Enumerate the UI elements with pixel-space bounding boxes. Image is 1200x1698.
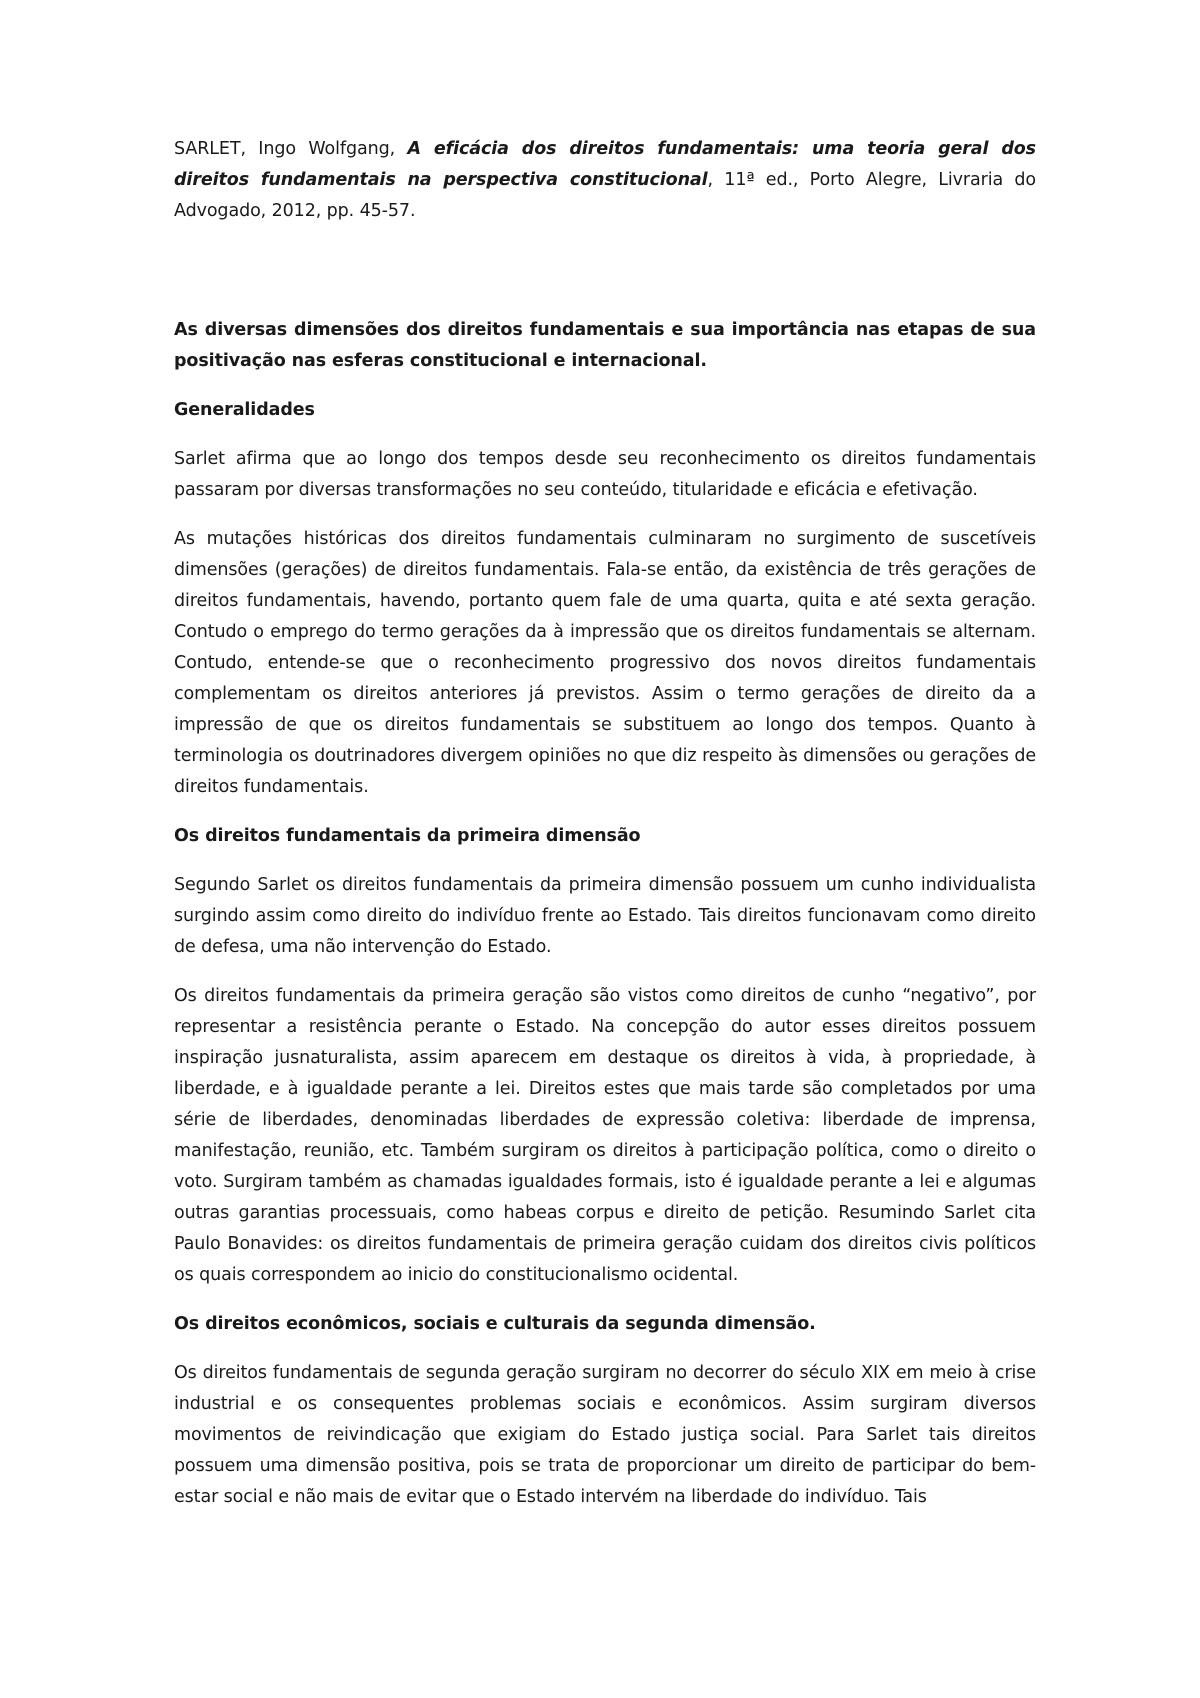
main-title: As diversas dimensões dos direitos fundamentais e sua importância nas etapas de sua positivação nas esferas constitucional e internacional. — [174, 320, 1036, 371]
citation-details: , 11ª ed., Porto Alegre, Livraria do Advogado, 2012, pp. 45-57. — [174, 170, 1036, 221]
paragraph: As mutações históricas dos direitos fundamentais culminaram no surgimento de suscetíveis dimensões (gerações) de direitos fundamentais. Fala-se então, da existência de três gerações de direitos fundamentais, havendo, portanto quem fale de uma quarta, quita e até sexta geração. Contudo o emprego do termo gerações da à impressão que os direitos fundamentais se alternam. Contudo, entende-se que o reconhecimento progressivo dos novos direitos fundamentais complementam os direitos anteriores já previstos. Assim o termo gerações de direito da a impressão de que os direitos fundamentais se substituem ao longo dos tempos. Quanto à terminologia os doutrinadores divergem opiniões no que diz respeito às dimensões ou gerações de direitos fundamentais. — [174, 529, 1036, 797]
section-heading-generalidades: Generalidades — [174, 400, 315, 420]
paragraph: Os direitos fundamentais de segunda geração surgiram no decorrer do século XIX em meio à crise industrial e os consequentes problemas sociais e econômicos. Assim surgiram diversos movimentos de reivindicação que exigiam do Estado justiça social. Para Sarlet tais direitos possuem uma dimensão positiva, pois se trata de proporcionar um direito de participar do bem- estar social e não mais de evitar que o Estado intervém na liberdade do indivíduo. Tais — [174, 1363, 1036, 1507]
paragraph: Segundo Sarlet os direitos fundamentais da primeira dimensão possuem um cunho individualista surgindo assim como direito do indivíduo frente ao Estado. Tais direitos funcionavam como direito de defesa, uma não intervenção do Estado. — [174, 875, 1036, 957]
section-heading-segunda-dimensao: Os direitos econômicos, sociais e culturais da segunda dimensão. — [174, 1314, 816, 1334]
citation — [174, 134, 1036, 227]
citation-author: SARLET, Ingo Wolfgang, — [174, 139, 408, 159]
paragraph: Os direitos fundamentais da primeira geração são vistos como direitos de cunho “negativo”, por representar a resistência perante o Estado. Na concepção do autor esses direitos possuem inspiração jusnaturalista, assim aparecem em destaque os direitos à vida, à propriedade, à liberdade, e à igualdade perante a lei. Direitos estes que mais tarde são completados por uma série de liberdades, denominadas liberdades de expressão coletiva: liberdade de imprensa, manifestação, reunião, etc. Também surgiram os direitos à participação política, como o direito o voto. Surgiram também as chamadas igualdades formais, isto é igualdade perante a lei e algumas outras garantias processuais, como habeas corpus e direito de petição. Resumindo Sarlet cita Paulo Bonavides: os direitos fundamentais de primeira geração cuidam dos direitos civis políticos os quais correspondem ao inicio do constitucionalismo ocidental. — [174, 986, 1036, 1285]
document-page — [174, 134, 1036, 1531]
citation-book-title: A eficácia dos direitos fundamentais: uma teoria geral dos direitos fundamentais na perspectiva constitucional — [174, 139, 1037, 190]
section-heading-primeira-dimensao: Os direitos fundamentais da primeira dimensão — [174, 826, 641, 846]
paragraph: Sarlet afirma que ao longo dos tempos desde seu reconhecimento os direitos fundamentais passaram por diversas transformações no seu conteúdo, titularidade e eficácia e efetivação. — [174, 449, 1036, 500]
